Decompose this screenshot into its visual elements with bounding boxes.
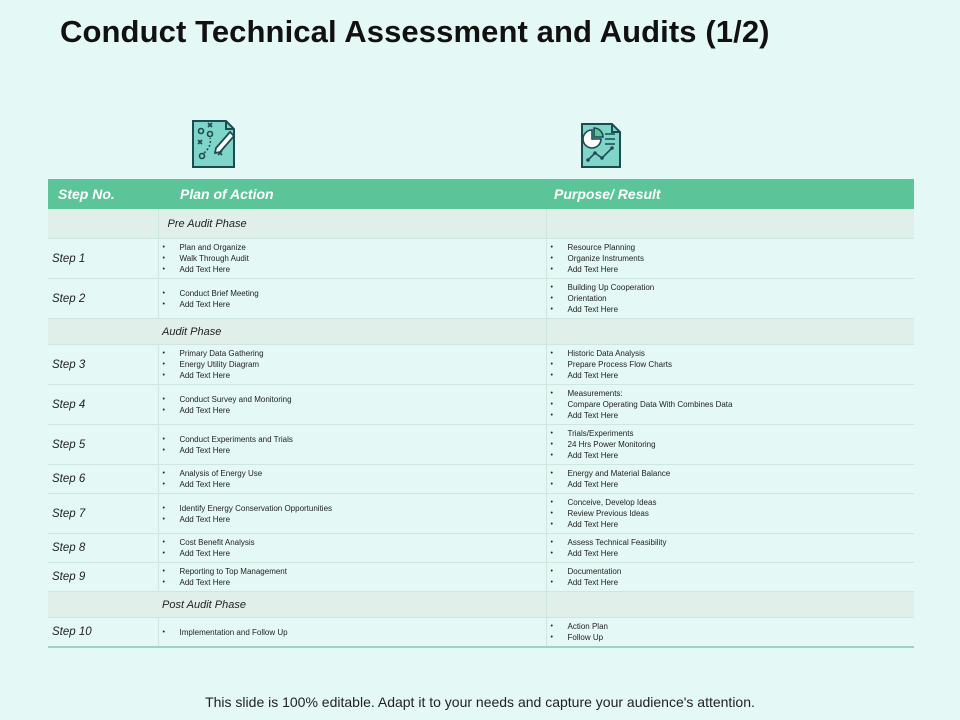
plan-list <box>159 534 546 562</box>
phase-row-post <box>48 592 914 618</box>
step-number: Step 5 <box>48 425 158 465</box>
list-item: • Historic Data Analysis <box>551 348 915 359</box>
list-item: • Add Text Here <box>551 548 915 559</box>
table-header-row <box>48 179 914 209</box>
list-item: • Add Text Here <box>163 548 546 559</box>
list-item: • Add Text Here <box>551 519 915 530</box>
purpose-list <box>547 465 915 493</box>
purpose-cell <box>546 534 914 563</box>
list-item: • Add Text Here <box>163 577 546 588</box>
plan-cell <box>158 465 546 494</box>
list-item: • Add Text Here <box>163 445 546 456</box>
phase-row-pre <box>48 209 914 239</box>
table-row <box>48 345 914 385</box>
table-row <box>48 618 914 648</box>
list-item: • Add Text Here <box>163 405 546 416</box>
list-item: • Conceive, Develop Ideas <box>551 497 915 508</box>
purpose-list <box>547 534 915 562</box>
purpose-cell <box>546 425 914 465</box>
plan-cell <box>158 239 546 279</box>
phase-label: Post Audit Phase <box>48 592 546 618</box>
purpose-cell <box>546 385 914 425</box>
list-item: • Plan and Organize <box>163 242 546 253</box>
table-row <box>48 279 914 319</box>
step-number: Step 4 <box>48 385 158 425</box>
strategy-board-icon <box>188 118 238 170</box>
purpose-list <box>547 494 915 533</box>
list-item: • Action Plan <box>551 621 915 632</box>
header-purpose-result: Purpose/ Result <box>546 179 914 209</box>
purpose-cell <box>546 563 914 592</box>
purpose-list <box>547 563 915 591</box>
audit-steps-table <box>48 179 914 648</box>
list-item: • Cost Benefit Analysis <box>163 537 546 548</box>
plan-cell <box>158 279 546 319</box>
purpose-cell <box>546 494 914 534</box>
header-step-no: Step No. <box>48 179 158 209</box>
footer-note: This slide is 100% editable. Adapt it to your needs and capture your audience's attention. <box>205 694 755 710</box>
plan-list <box>159 563 546 591</box>
plan-cell <box>158 563 546 592</box>
list-item: • 24 Hrs Power Monitoring <box>551 439 915 450</box>
table-row <box>48 534 914 563</box>
plan-cell <box>158 425 546 465</box>
list-item: • Add Text Here <box>163 299 546 310</box>
list-item: • Add Text Here <box>163 370 546 381</box>
list-item: • Orientation <box>551 293 915 304</box>
list-item: • Conduct Brief Meeting <box>163 288 546 299</box>
plan-list <box>159 465 546 493</box>
plan-cell <box>158 494 546 534</box>
plan-cell <box>158 345 546 385</box>
plan-list <box>159 431 546 459</box>
table-row <box>48 385 914 425</box>
phase-label: Audit Phase <box>48 319 546 345</box>
list-item: • Documentation <box>551 566 915 577</box>
step-number: Step 10 <box>48 618 158 648</box>
plan-list <box>159 345 546 384</box>
plan-cell <box>158 534 546 563</box>
list-item: • Follow Up <box>551 632 915 643</box>
phase-label: Pre Audit Phase <box>158 209 546 239</box>
plan-list <box>159 239 546 278</box>
list-item: • Conduct Experiments and Trials <box>163 434 546 445</box>
table-row <box>48 563 914 592</box>
step-number: Step 9 <box>48 563 158 592</box>
list-item: • Implementation and Follow Up <box>163 627 546 638</box>
purpose-cell <box>546 465 914 494</box>
step-number: Step 1 <box>48 239 158 279</box>
list-item: • Add Text Here <box>163 479 546 490</box>
list-item: • Add Text Here <box>551 264 915 275</box>
list-item: • Add Text Here <box>163 514 546 525</box>
table-row <box>48 465 914 494</box>
list-item: • Primary Data Gathering <box>163 348 546 359</box>
purpose-cell <box>546 618 914 648</box>
list-item: • Walk Through Audit <box>163 253 546 264</box>
report-chart-icon <box>574 120 626 170</box>
purpose-list <box>547 618 915 646</box>
purpose-list <box>547 425 915 464</box>
plan-cell <box>158 618 546 648</box>
plan-list <box>159 624 546 641</box>
list-item: • Add Text Here <box>551 370 915 381</box>
list-item: • Building Up Cooperation <box>551 282 915 293</box>
list-item: • Energy and Material Balance <box>551 468 915 479</box>
list-item: • Add Text Here <box>551 450 915 461</box>
list-item: • Add Text Here <box>551 577 915 588</box>
list-item: • Analysis of Energy Use <box>163 468 546 479</box>
list-item: • Compare Operating Data With Combines Data <box>551 399 915 410</box>
list-item: • Reporting to Top Management <box>163 566 546 577</box>
plan-cell <box>158 385 546 425</box>
step-number: Step 7 <box>48 494 158 534</box>
list-item: • Measurements: <box>551 388 915 399</box>
list-item: • Add Text Here <box>551 479 915 490</box>
list-item: • Energy Utility Diagram <box>163 359 546 370</box>
plan-list <box>159 391 546 419</box>
purpose-list <box>547 385 915 424</box>
list-item: • Add Text Here <box>551 304 915 315</box>
purpose-list <box>547 239 915 278</box>
list-item: • Add Text Here <box>163 264 546 275</box>
step-number: Step 8 <box>48 534 158 563</box>
table-row <box>48 425 914 465</box>
purpose-cell <box>546 345 914 385</box>
list-item: • Resource Planning <box>551 242 915 253</box>
list-item: • Review Previous Ideas <box>551 508 915 519</box>
list-item: • Organize Instruments <box>551 253 915 264</box>
list-item: • Conduct Survey and Monitoring <box>163 394 546 405</box>
page-title: Conduct Technical Assessment and Audits (1/2) <box>60 14 770 49</box>
purpose-list <box>547 279 915 318</box>
phase-row-audit <box>48 319 914 345</box>
list-item: • Add Text Here <box>551 410 915 421</box>
plan-list <box>159 285 546 313</box>
table-row <box>48 494 914 534</box>
step-number: Step 3 <box>48 345 158 385</box>
header-plan-of-action: Plan of Action <box>158 179 546 209</box>
list-item: • Trials/Experiments <box>551 428 915 439</box>
table-row <box>48 239 914 279</box>
purpose-cell <box>546 279 914 319</box>
list-item: • Assess Technical Feasibility <box>551 537 915 548</box>
purpose-list <box>547 345 915 384</box>
list-item: • Prepare Process Flow Charts <box>551 359 915 370</box>
step-number: Step 2 <box>48 279 158 319</box>
purpose-cell <box>546 239 914 279</box>
plan-list <box>159 500 546 528</box>
step-number: Step 6 <box>48 465 158 494</box>
list-item: • Identify Energy Conservation Opportunities <box>163 503 546 514</box>
